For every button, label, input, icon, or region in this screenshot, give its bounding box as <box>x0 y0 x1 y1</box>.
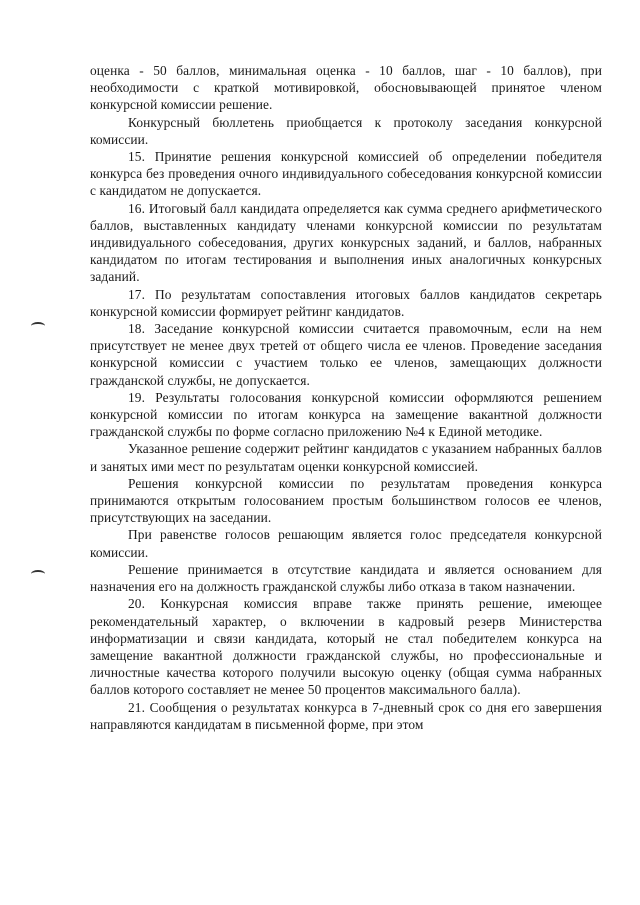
paragraph: Указанное решение содержит рейтинг кандидатов с указанием набранных баллов и занятых ими мест по результатам оценки конкурсной комиссией. <box>90 441 602 474</box>
paragraph: Конкурсный бюллетень приобщается к протоколу заседания конкурсной комиссии. <box>90 114 602 147</box>
paragraph: 15. Принятие решения конкурсной комиссией об определении победителя конкурса без проведения очного индивидуального собеседования конкурсной комиссии с кандидатом не допускается. <box>90 149 602 199</box>
paragraph: 17. По результатам сопоставления итоговых баллов кандидатов секретарь конкурсной комиссии формирует рейтинг кандидатов. <box>90 286 602 319</box>
paragraph: Решение принимается в отсутствие кандидата и является основанием для назначения его на должность гражданской службы либо отказа в таком назначении. <box>90 561 602 595</box>
paragraph: 16. Итоговый балл кандидата определяется как сумма среднего арифметического баллов, выставленных кандидату членами конкурсной комиссии по результатам индивидуального собеседования, других конкурсных заданий, и баллов, набранных кандидатом по итогам тестирования и выполнения иных аналогичных конкурсных заданий. <box>90 200 602 285</box>
paragraph: При равенстве голосов решающим является голос председателя конкурсной комиссии. <box>90 527 602 560</box>
paragraph: 20. Конкурсная комиссия вправе также принять решение, имеющее рекомендательный характер, о включении в кадровый резерв Министерства информатизации и связи кандидата, который не стал победителем конкурса на замещение вакантной должности гражданской службы, но профессиональные и личностные качества которого получили высокую оценку (общая сумма набранных баллов которого составляет не менее 50 процентов максимального балла). <box>90 596 602 698</box>
document-page <box>90 62 602 733</box>
paragraph: Решения конкурсной комиссии по результатам проведения конкурса принимаются открытым голосованием простым большинством голосов ее членов, присутствующих на заседании. <box>90 475 602 526</box>
paragraph: 18. Заседание конкурсной комиссии считается правомочным, если на нем присутствует не менее двух третей от общего числа ее членов. Проведение заседания конкурсной комиссии с участием только ее членов, замещающих должности гражданской службы, не допускается. <box>90 321 602 388</box>
punch-hole-mark-bottom <box>31 570 45 578</box>
paragraph: 21. Сообщения о результатах конкурса в 7-дневный срок со дня его завершения направляются кандидатам в письменной форме, при этом <box>90 699 602 732</box>
punch-hole-mark-top <box>31 322 45 330</box>
paragraph: 19. Результаты голосования конкурсной комиссии оформляются решением конкурсной комиссии по итогам конкурса на замещение вакантной должности гражданской службы по форме согласно приложению №4 к Единой методике. <box>90 389 602 440</box>
paragraph: оценка - 50 баллов, минимальная оценка - 10 баллов, шаг - 10 баллов), при необходимости с краткой мотивировкой, обосновывающей принятое членом конкурсной комиссии решение. <box>90 63 602 113</box>
